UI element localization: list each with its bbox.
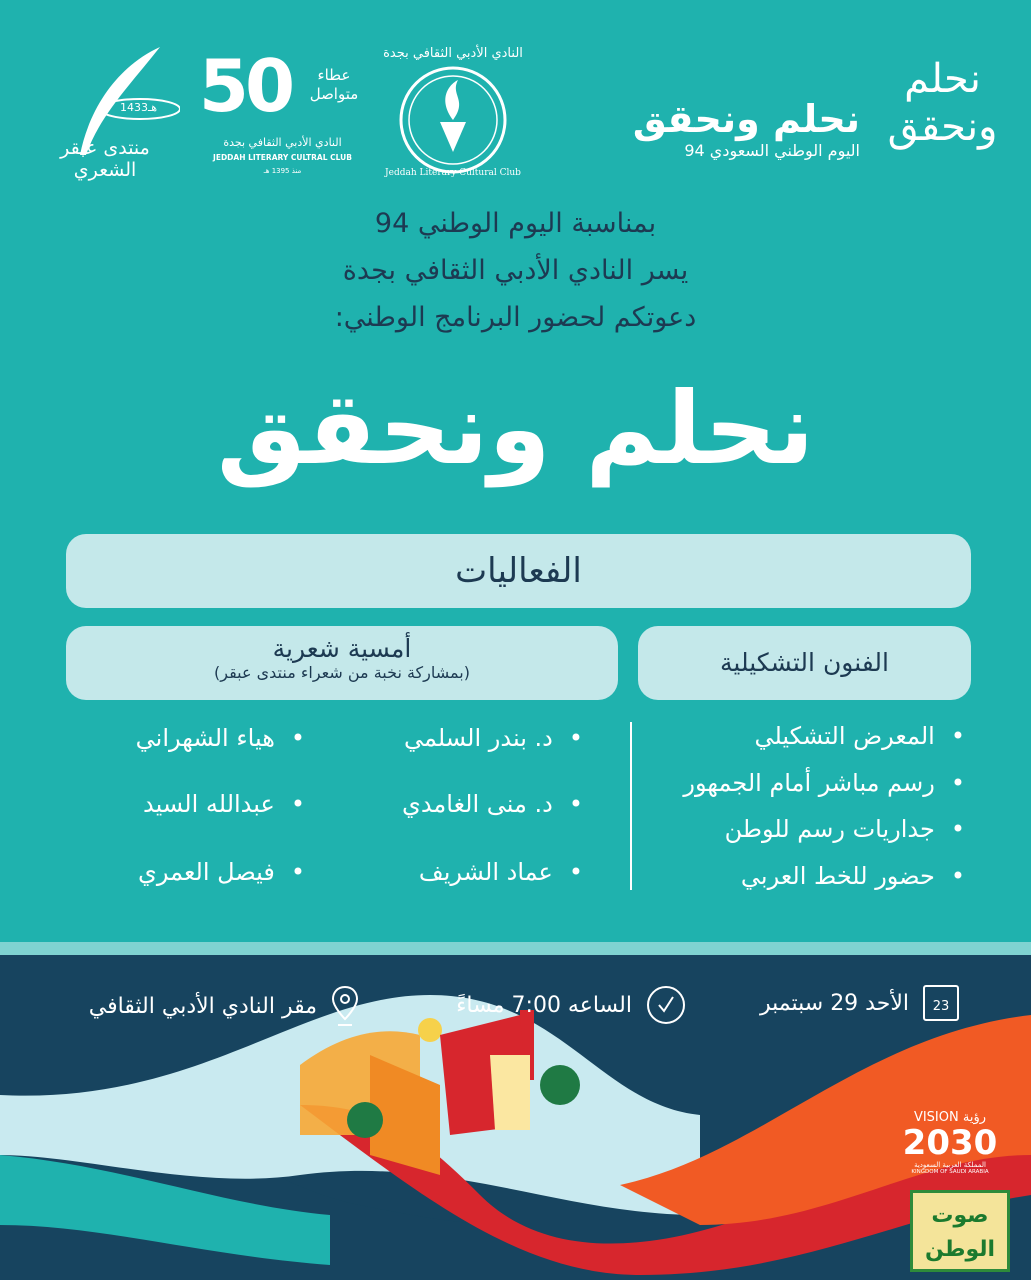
poet-item: • د. منى الغامدي (402, 790, 583, 818)
arts-heading-box (638, 626, 971, 700)
main-title: نحلم ونحقق (216, 370, 815, 487)
location-text: مقر النادي الأدبي الثقافي (88, 993, 317, 1019)
abqar-year: 1433هـ (120, 101, 158, 114)
arts-heading: الفنون التشكيلية (720, 648, 889, 677)
fifty-english: JEDDAH LITERARY CULTRAL CLUB (213, 153, 352, 162)
location-info (89, 985, 359, 1027)
fifty-number: 50 (198, 44, 292, 128)
sawt-alwatan-logo (910, 1190, 1010, 1272)
poet-item: • عبدالله السيد (143, 790, 305, 818)
poet-item: • فيصل العمري (138, 858, 305, 886)
vision-arabic: رؤية (962, 1110, 987, 1125)
date-text: الأحد 29 سبتمبر (759, 990, 909, 1016)
separator-band (0, 942, 1031, 955)
poet-item: • هياء الشهراني (136, 724, 305, 752)
vision-year: 2030 (902, 1123, 998, 1163)
location-pin-icon (331, 985, 359, 1027)
calendar-day: 23 (932, 999, 950, 1014)
time-text: الساعه 7:00 مساءً (456, 992, 632, 1018)
poet-item: • عماد الشريف (419, 858, 583, 886)
fifty-arabic: النادي الأدبي الثقافي بجدة (223, 136, 342, 149)
intro-line-1: بمناسبة اليوم الوطني 94 (374, 208, 657, 239)
poet-item: • د. بندر السلمي (404, 724, 583, 752)
calendar-icon (923, 985, 959, 1021)
abqar-logo (30, 45, 180, 181)
fifty-tagline: عطاء متواصل (309, 66, 359, 103)
jeddah-club-logo (378, 40, 528, 185)
national-day-logo (625, 35, 1010, 175)
poetry-heading-box (66, 626, 618, 700)
national-day-title: نحلم ونحقق (632, 97, 860, 141)
arts-item: • حضور للخط العربي (741, 862, 965, 890)
arts-item: • المعرض التشكيلي (754, 722, 965, 750)
column-divider (630, 722, 632, 890)
vision-english: VISION (913, 1110, 959, 1125)
fifty-years-logo (195, 42, 370, 182)
events-heading: الفعاليات (455, 551, 582, 591)
arts-item: • رسم مباشر أمام الجمهور (683, 769, 965, 797)
vision-2030-logo (895, 1110, 1005, 1175)
vision-country-en: KINGDOM OF SAUDI ARABIA (911, 1169, 989, 1175)
club-english: Jeddah Literary Cultural Club (385, 168, 521, 178)
clock-icon (646, 985, 686, 1025)
club-emblem-icon (378, 40, 528, 185)
time-info (456, 985, 686, 1025)
intro-line-2: يسر النادي الأدبي الثقافي بجدة (342, 255, 689, 286)
vision-country-ar: المملكة العربية السعودية (914, 1161, 986, 1169)
intro-line-3: دعوتكم لحضور البرنامج الوطني: (334, 302, 697, 333)
club-arabic: النادي الأدبي الثقافي بجدة (383, 46, 523, 61)
abqar-name: منتدى عبقر الشعري (60, 137, 150, 181)
sawt-name: صوت الوطن (924, 1203, 996, 1262)
date-info (760, 985, 959, 1021)
national-day-calligraphy: نحلم ونحقق (887, 56, 998, 150)
poetry-heading: أمسية شعرية (272, 634, 412, 663)
events-heading-box (66, 534, 971, 608)
national-day-subtitle: اليوم الوطني السعودي 94 (684, 141, 860, 160)
arts-item: • جداريات رسم للوطن (725, 815, 965, 843)
poetry-note: (بمشاركة نخبة من شعراء منتدى عبقر) (214, 663, 470, 682)
fifty-since: منذ 1395 هـ (263, 167, 302, 175)
